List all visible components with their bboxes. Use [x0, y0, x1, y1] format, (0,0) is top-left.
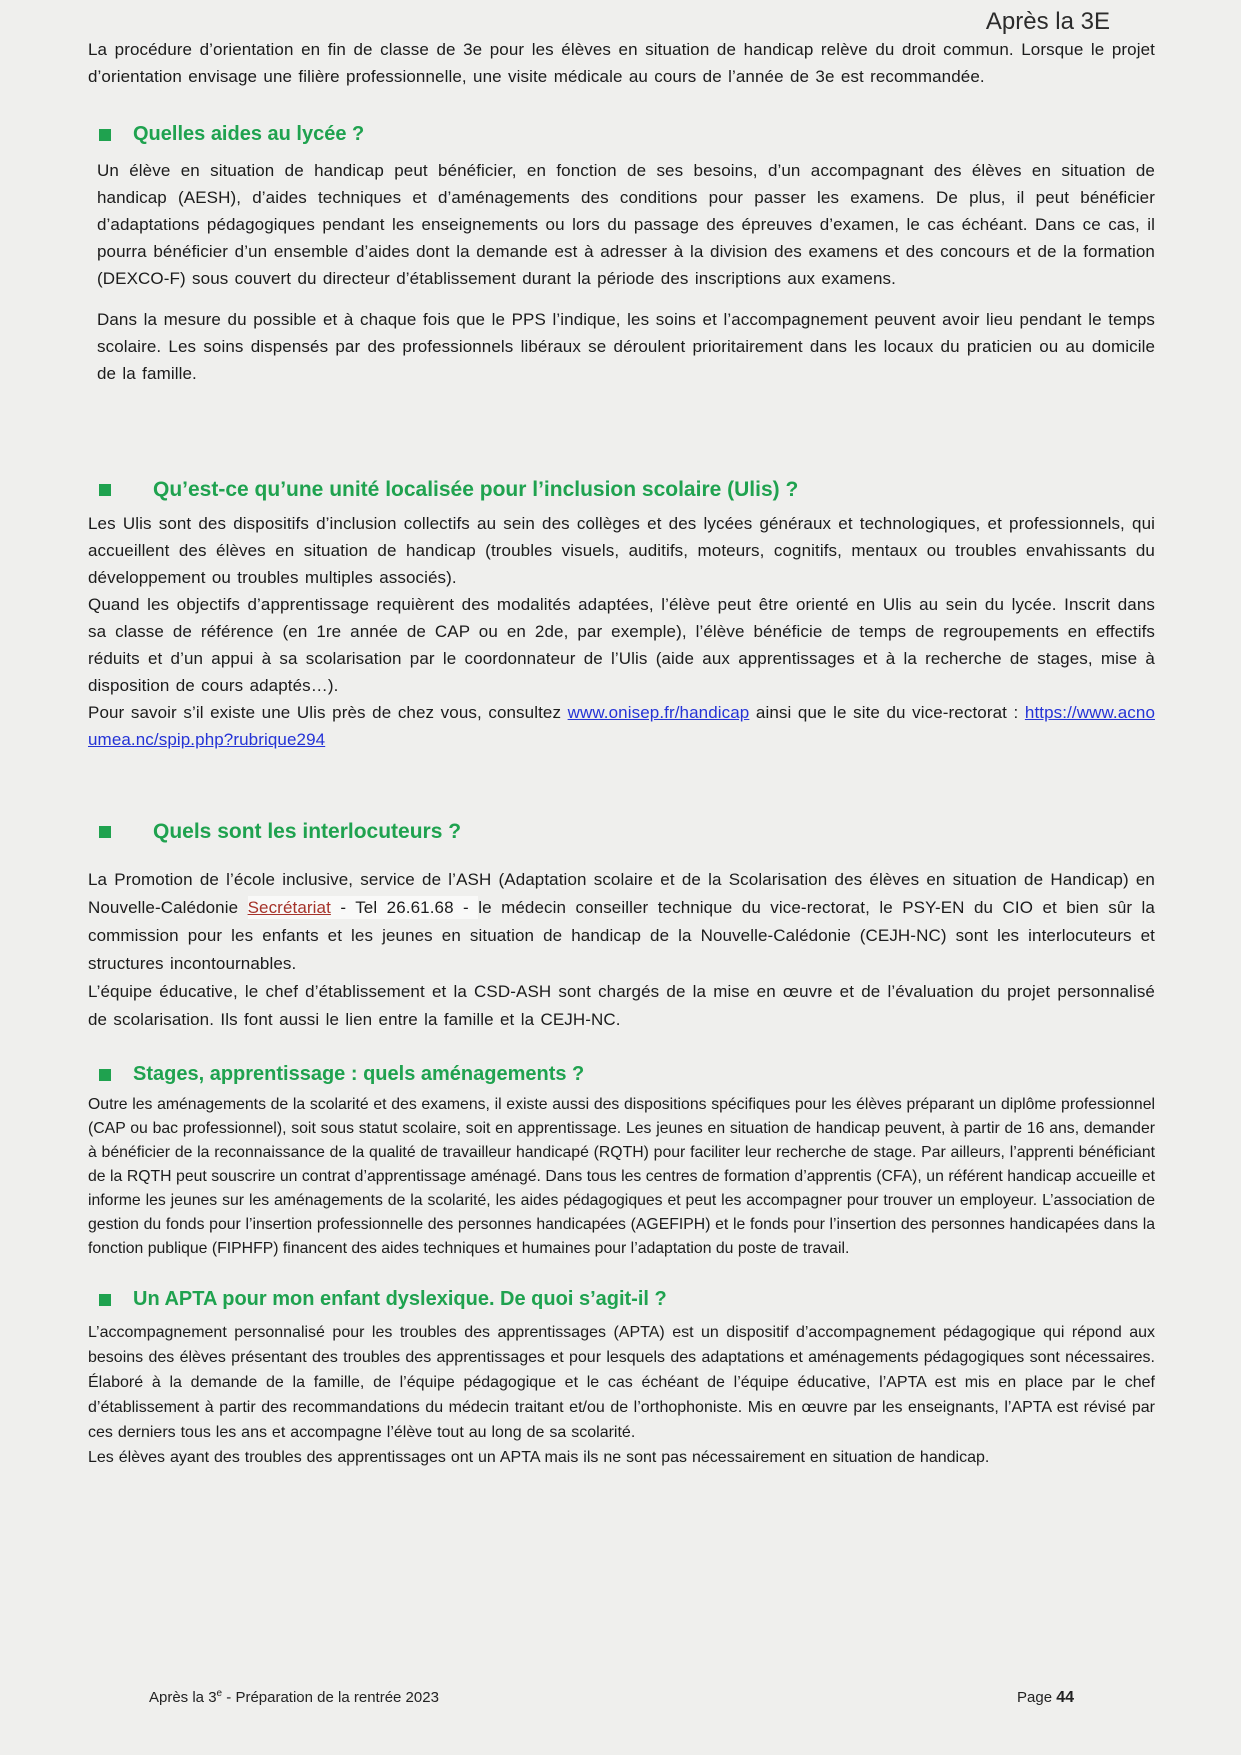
footer-page-indicator — [1017, 1689, 1074, 1707]
paragraph-ulis-1: Les Ulis sont des dispositifs d’inclusion collectifs au sein des collèges et des lycées généraux et technologiques, et professionnels, qui accueillent des élèves en situation de handicap (troubles visuels, auditifs, moteurs, cognitifs, mentaux ou troubles envahissants du développement ou troubles multiples associés). — [88, 514, 1155, 587]
secretariat-link[interactable]: Secrétariat — [247, 898, 331, 917]
paragraph-stages-1: Outre les aménagements de la scolarité et des examens, il existe aussi des dispositions spécifiques pour les élèves préparant un diplôme professionnel (CAP ou bac professionnel), soit sous statut scolaire, soit en apprentissage. Les jeunes en situation de handicap peuvent, à partir de 16 ans, demander à bénéficier de la reconnaissance de la qualité de travailleur handicapé (RQTH) pour faciliter leur recherche de stage. Par ailleurs, l’apprenti bénéficiant de la RQTH peut souscrire un contrat d’apprentissage aménagé. Dans tous les centres de formation d’apprentis (CFA), un référent handicap accueille et informe les jeunes sur les aménagements de la scolarité, les aides pédagogiques et peut les accompagner pour trouver un employeur. L’association de gestion du fonds pour l’insertion professionnelle des personnes handicapées (AGEFIPH) et le fonds pour l’insertion des personnes handicapées dans la fonction publique (FIPHFP) financent des aides techniques et humaines pour l’adaptation du poste de travail. — [88, 1096, 1155, 1257]
ulis-links-text-middle: ainsi que le site du vice-rectorat : — [749, 703, 1025, 722]
paragraph-aides-2: Dans la mesure du possible et à chaque fois que le PPS l’indique, les soins et l’accompagnement peuvent avoir lieu pendant le temps scolaire. Les soins dispensés par des professionnels libéraux se déroulent prioritairement dans les locaux du praticien ou au domicile de la famille. — [97, 310, 1155, 383]
section-heading-ulis — [88, 475, 1155, 504]
paragraph-ulis-2: Quand les objectifs d’apprentissage requièrent des modalités adaptées, l’élève peut être orienté en Ulis au sein du lycée. Inscrit dans sa classe de référence (en 1re année de CAP ou en 2de, par exemple), l’élève bénéficie de temps de regroupements en effectifs réduits et d’un appui à sa scolarisation par le coordonnateur de l’Ulis (aide aux apprentissages et à la recherche de stages, mise à disposition de cours adaptés…). — [88, 595, 1155, 695]
section-heading-interlocuteurs — [88, 817, 1155, 846]
paragraph-apta-1: L’accompagnement personnalisé pour les troubles des apprentissages (APTA) est un dispositif d’accompagnement pédagogique qui répond aux besoins des élèves présentant des troubles des apprentissages et pour lesquels des adaptations et aménagements pédagogiques sont nécessaires. Élaboré à la demande de la famille, de l’équipe pédagogique et le cas échéant de l’équipe éducative, l’APTA est mis en place par le chef d’établissement à partir des recommandations du médecin traitant et/ou de l’orthophoniste. Mis en œuvre par les enseignants, l’APTA est révisé par ces derniers tous les ans et accompagne l’élève tout au long de sa scolarité. — [88, 1324, 1155, 1441]
paragraph-interlocuteurs-1 — [88, 866, 1155, 978]
page-footer — [149, 1688, 1074, 1707]
section-heading-label: Quels sont les interlocuteurs ? — [153, 820, 462, 843]
footer-page-number: 44 — [1056, 1689, 1074, 1706]
bullet-square-icon — [99, 129, 111, 141]
footer-document-title — [149, 1688, 439, 1706]
secretariat-highlight — [248, 896, 479, 919]
section-heading-label: Un APTA pour mon enfant dyslexique. De quoi s’agit-il ? — [133, 1288, 667, 1310]
paragraph-interlocuteurs-2: L’équipe éducative, le chef d’établissement et la CSD-ASH sont chargés de la mise en œuvre et de l’évaluation du projet personnalisé de scolarisation. Ils font aussi le lien entre la famille et la CEJH-NC. — [88, 982, 1155, 1029]
bullet-square-icon — [99, 1294, 111, 1306]
section-heading-apta — [88, 1285, 1155, 1314]
footer-title-main: Après la 3 — [149, 1689, 217, 1706]
acnoumea-rubrique-link[interactable]: https://www.acnoumea.nc/spip.php?rubrique294 — [88, 703, 1155, 749]
bullet-square-icon — [99, 1069, 111, 1081]
paragraph-ulis-links — [88, 699, 1155, 753]
section-heading-label: Stages, apprentissage : quels aménagements ? — [133, 1063, 585, 1085]
paragraph-aides-1: Un élève en situation de handicap peut bénéficier, en fonction de ses besoins, d’un accompagnant des élèves en situation de handicap (AESH), d’aides techniques et d’aménagements des conditions pour passer les examens. De plus, il peut bénéficier d’adaptations pédagogiques pendant les enseignements ou lors du passage des épreuves d’examen, le cas échéant. Dans ce cas, il pourra bénéficier d’un ensemble d’aides dont la demande est à adresser à la division des examens et des concours et de la formation (DEXCO-F) sous couvert du directeur d’établissement durant la période des inscriptions aux examens. — [97, 161, 1155, 288]
bullet-square-icon — [99, 484, 111, 496]
intro-paragraph: La procédure d’orientation en fin de classe de 3e pour les élèves en situation de handicap relève du droit commun. Lorsque le projet d’orientation envisage une filière professionnelle, une visite médicale au cours de l’année de 3e est recommandée. — [88, 40, 1155, 86]
ulis-links-text-before: Pour savoir s’il existe une Ulis près de chez vous, consultez — [88, 703, 568, 722]
interlocuteurs-text-before: La Promotion de l’école inclusive, service de l’ASH (Adaptation scolaire et de la Scolarisation des élèves en situation de Handicap) en Nouvelle-Calédonie — [88, 870, 1155, 917]
interlocuteurs-text-after: le médecin conseiller technique du vice-rectorat, le PSY-EN du CIO et bien sûr la commission pour les enfants et les jeunes en situation de handicap de la Nouvelle-Calédonie (CEJH-NC) sont les interlocuteurs et structures incontournables. — [88, 898, 1155, 973]
section-heading-label: Quelles aides au lycée ? — [133, 123, 365, 145]
footer-page-word: Page — [1017, 1689, 1057, 1706]
footer-title-superscript: e — [216, 1688, 223, 1699]
paragraph-apta-2: Les élèves ayant des troubles des apprentissages ont un APTA mais ils ne sont pas nécessairement en situation de handicap. — [88, 1449, 990, 1466]
secretariat-phone: - Tel 26.61.68 - — [330, 898, 479, 917]
section-heading-stages — [88, 1060, 1155, 1089]
bullet-square-icon — [99, 826, 111, 838]
section-heading-aides-lycee — [88, 120, 1155, 149]
onisep-handicap-link[interactable]: www.onisep.fr/handicap — [567, 703, 750, 722]
footer-title-tail: - Préparation de la rentrée 2023 — [222, 1689, 439, 1706]
page-title: Après la 3E — [985, 8, 1110, 35]
section-heading-label: Qu’est-ce qu’une unité localisée pour l’inclusion scolaire (Ulis) ? — [153, 478, 799, 501]
